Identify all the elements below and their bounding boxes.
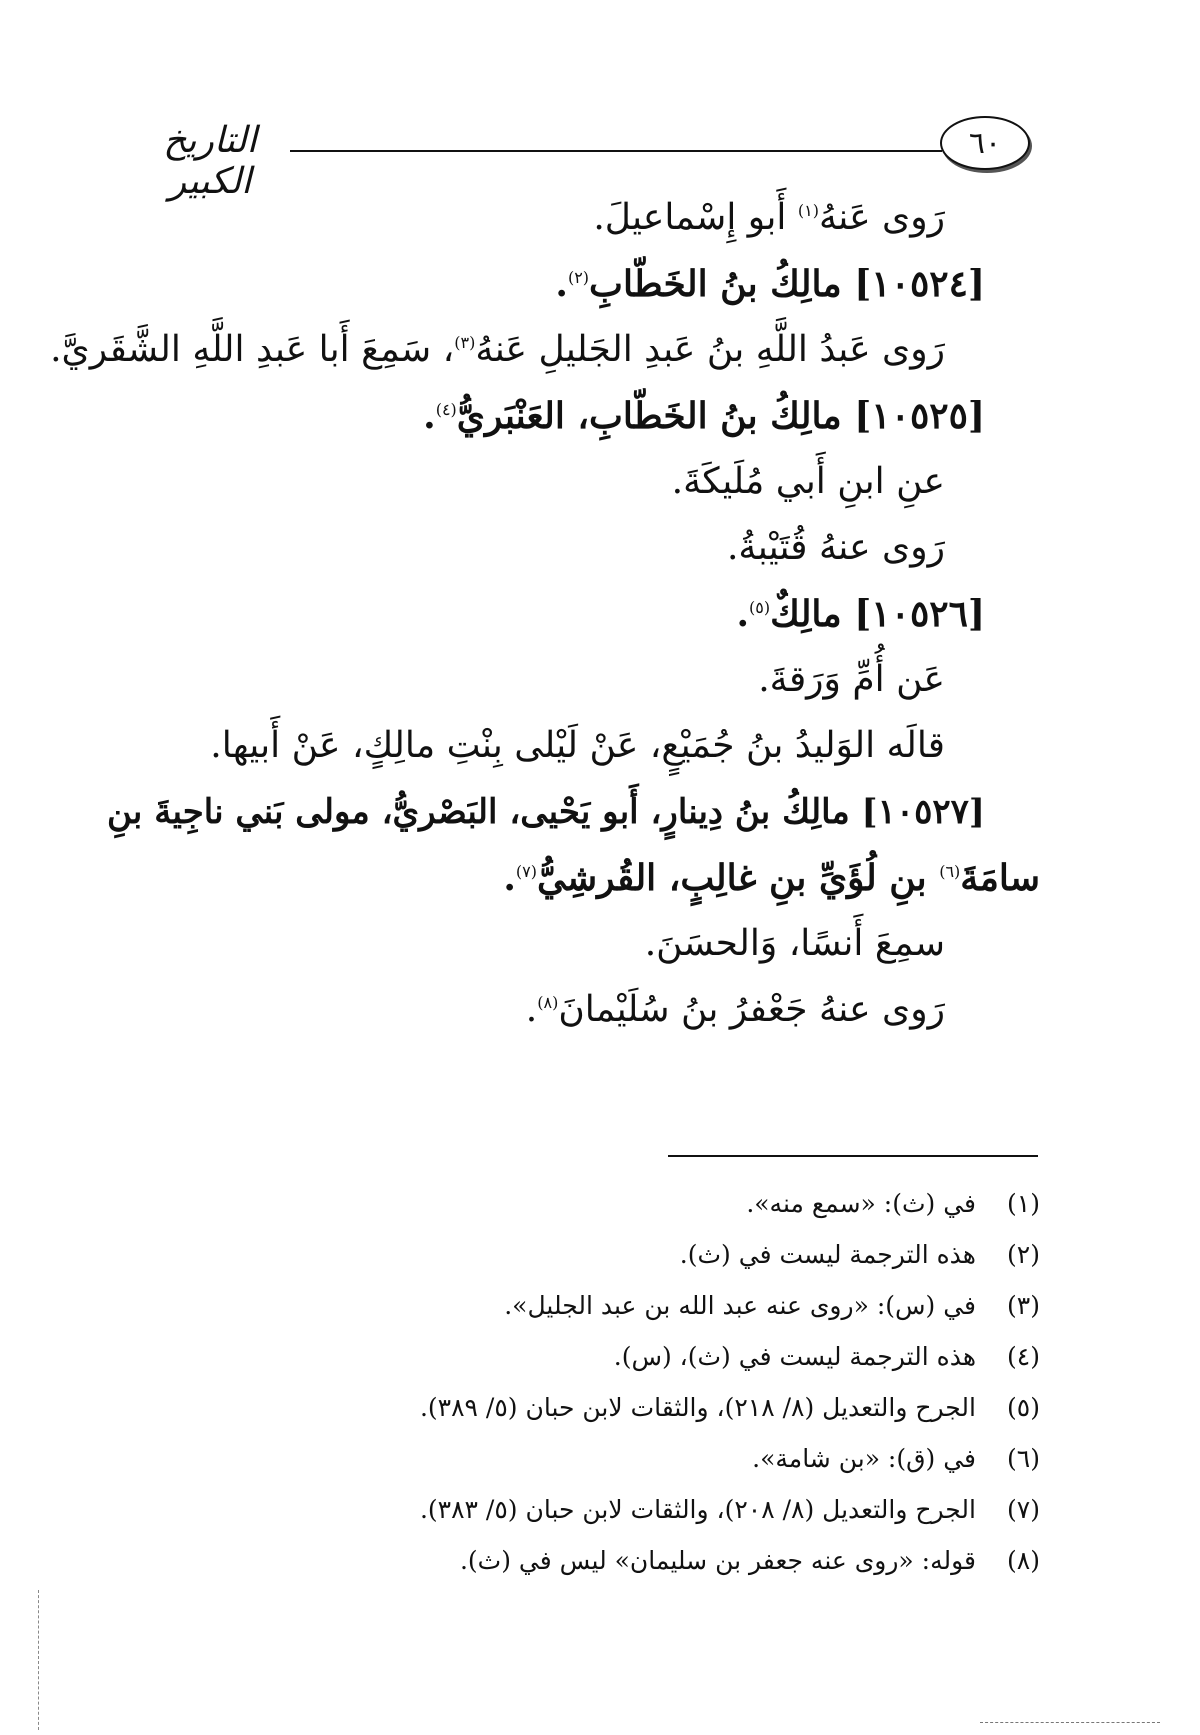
text-line: رَوى عَبدُ اللَّهِ بنُ عَبدِ الجَليلِ عَنهُ$^{(٣)}$، سَمِعَ أَبا عَبدِ اللَّهِ الشَّقَريَّ.: [50, 329, 945, 370]
footnote-ref: (٨): [537, 993, 559, 1012]
entry-heading: [١٠٥٢٥] مالِكُ بنُ الخَطّابِ، العَنْبَريُّ$^{(٤)}$.: [423, 395, 985, 437]
header-rule: [290, 150, 942, 152]
footnote-ref: (١): [797, 201, 819, 220]
footnote-ref: (٧): [515, 862, 537, 881]
footnote-ref: (٢): [567, 268, 590, 287]
text-line: رَوى عنهُ قُتَيْبةُ.: [726, 527, 945, 568]
text-line: عَن أُمِّ وَرَقةَ.: [758, 659, 945, 700]
text-line: قالَه الوَليدُ بنُ جُمَيْعٍ، عَنْ لَيْلى بِنْتِ مالِكٍ، عَنْ أَبيها.: [210, 725, 945, 766]
footnote-ref: (٦): [939, 862, 961, 881]
entry-heading: [١٠٥٢٦] مالِكٌ$^{(٥)}$.: [736, 593, 985, 635]
footnote-item: (٨) قوله: «روى عنه جعفر بن سليمان» ليس في (ث).: [459, 1546, 1040, 1575]
page-header: [130, 112, 1030, 202]
page-number: ٦٠: [940, 116, 1030, 170]
entry-heading: [١٠٥٢٧] مالِكُ بنُ دِينارٍ، أَبو يَحْيى، البَصْريُّ، مولى بَني ناجِيةَ بنِ: [107, 792, 985, 832]
footnote-item: (٧) الجرح والتعديل (٨/ ٢٠٨)، والثقات لابن حبان (٥/ ٣٨٣).: [419, 1495, 1040, 1524]
footnote-ref: (٤): [435, 400, 457, 419]
main-text: [50, 185, 1040, 1043]
entry-heading: [١٠٥٢٤] مالِكُ بنُ الخَطّابِ$^{(٢)}$.: [555, 263, 985, 305]
footnotes: [330, 1178, 1040, 1586]
text-line: رَوى عنهُ جَعْفرُ بنُ سُلَيْمانَ$^{(٨)}$.: [525, 989, 945, 1030]
entry-heading-continuation: سامَةَ$^{(٦)}$ بنِ لُؤَيِّ بنِ غالِبٍ، القُرشِيُّ$^{(٧)}$.: [503, 857, 1040, 899]
footnote-item: (٢) هذه الترجمة ليست في (ث).: [679, 1240, 1040, 1269]
footnote-item: (٤) هذه الترجمة ليست في (ث)، (س).: [613, 1342, 1040, 1371]
footnote-ref: (٥): [749, 598, 771, 617]
footnote-item: (٥) الجرح والتعديل (٨/ ٢١٨)، والثقات لابن حبان (٥/ ٣٨٩).: [419, 1393, 1040, 1422]
text-line: رَوى عَنهُ$^{(١)}$ أَبو إِسْماعيلَ.: [593, 197, 945, 238]
footnote-ref: (٣): [454, 333, 476, 352]
footnote-item: (٦) في (ق): «بن شامة».: [752, 1444, 1040, 1473]
scan-corner-marks: [980, 1722, 1160, 1723]
footnote-item: (١) في (ث): «سمع منه».: [746, 1189, 1040, 1218]
text-line: عنِ ابنِ أَبي مُلَيكَةَ.: [671, 461, 945, 502]
text-line: سمِعَ أَنسًا، وَالحسَنَ.: [644, 923, 945, 964]
book-title: التاريخ الكبير: [163, 120, 257, 202]
footnote-item: (٣) في (س): «روى عنه عبد الله بن عبد الجليل».: [504, 1291, 1040, 1320]
scan-edge-marks: [38, 1590, 41, 1730]
footnote-separator: [668, 1155, 1038, 1157]
